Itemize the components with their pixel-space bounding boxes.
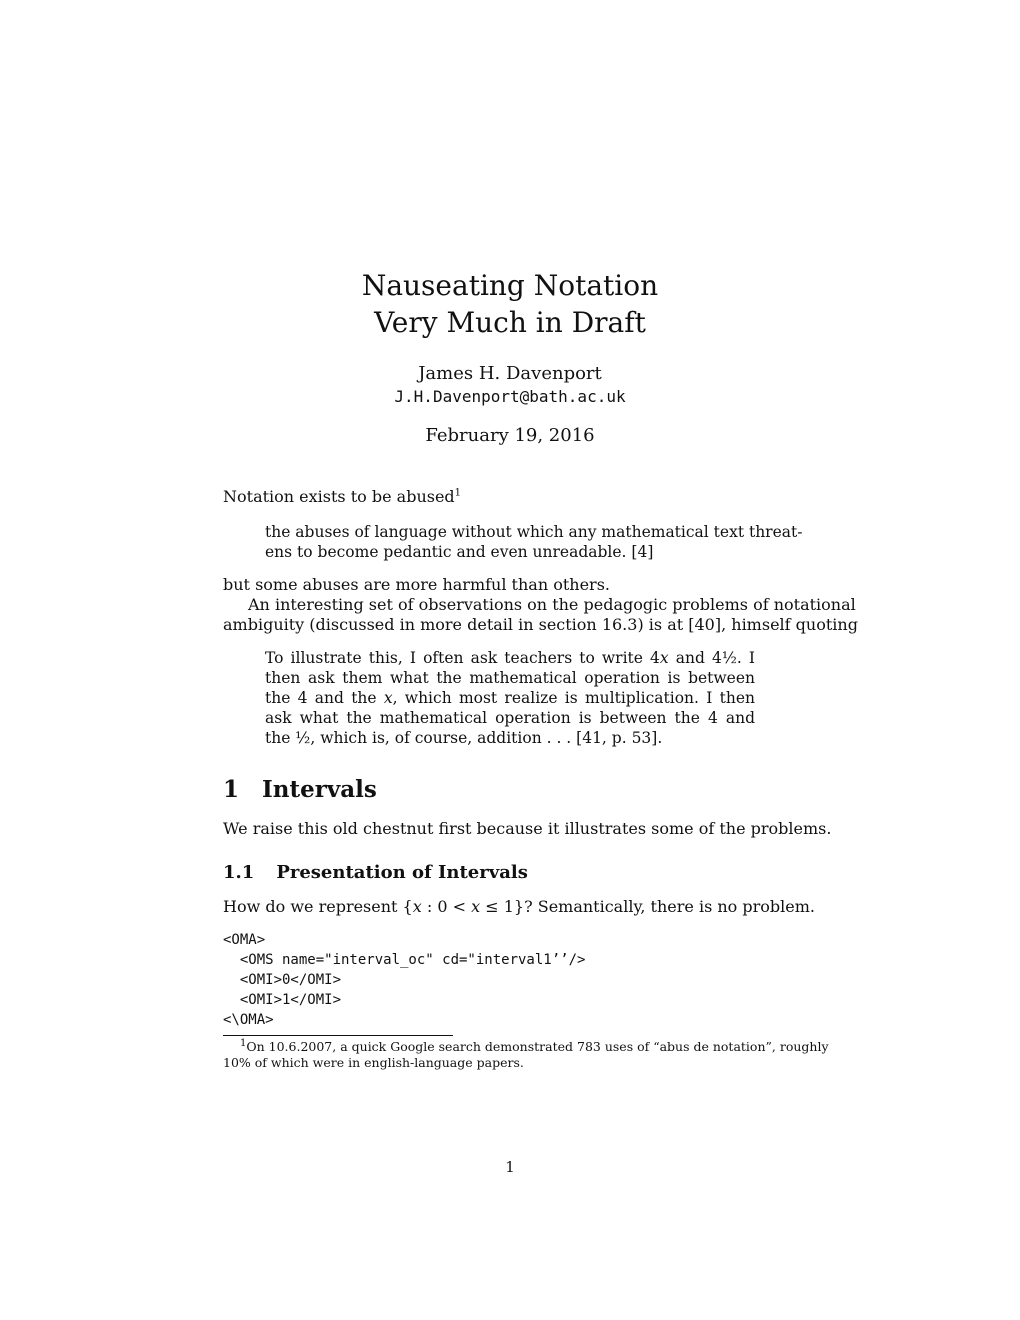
quote2-text-2: and 4½. I then ask them what the mathematical operation is between the 4 and the xyxy=(265,649,755,707)
quote2-block xyxy=(265,648,755,748)
author-email: J.H.Davenport@bath.ac.uk xyxy=(394,387,626,406)
section-text: We raise this old chestnut first because it illustrates some of the problems. xyxy=(223,819,832,838)
paragraph-line-2: ambiguity (discussed in more detail in section 16.3) is at [40], himself quoting xyxy=(223,615,858,634)
section-heading xyxy=(223,776,377,803)
subsection-heading xyxy=(223,862,528,883)
math-var-x-2: x xyxy=(471,897,481,916)
section-number: 1 xyxy=(223,776,240,803)
math-mid: : 0 < xyxy=(421,897,472,916)
footnote-text-1: On 10.6.2007, a quick Google search demonstrated 783 uses of “abus de notation”, roughly xyxy=(246,1039,829,1054)
quote2-var-x: x xyxy=(659,649,669,667)
subsection-number: 1.1 xyxy=(223,862,255,883)
quote1-line-1: the abuses of language without which any mathematical text threat- xyxy=(265,523,803,541)
subsection-title: Presentation of Intervals xyxy=(276,862,528,883)
footnote-number: 1 xyxy=(240,1037,247,1049)
footnote-line-2: 10% of which were in english-language papers. xyxy=(223,1055,524,1070)
math-var-x: x xyxy=(412,897,422,916)
document-date: February 19, 2016 xyxy=(425,425,595,446)
epigraph-lead-text: Notation exists to be abused xyxy=(223,487,455,506)
code-line: <OMI>0</OMI> xyxy=(223,972,342,988)
quote1-line-2: ens to become pedantic and even unreadable. [4] xyxy=(265,543,654,561)
code-line: <OMI>1</OMI> xyxy=(223,992,342,1008)
epigraph-lead xyxy=(223,487,461,507)
code-block xyxy=(223,930,585,1030)
after-quote1: but some abuses are more harmful than others. xyxy=(223,575,610,594)
subsection-text-1: How do we represent { xyxy=(223,897,413,916)
paragraph-line-1: An interesting set of observations on the pedagogic problems of notational xyxy=(248,595,856,614)
subsection-text-2: ≤ 1}? Semantically, there is no problem. xyxy=(480,897,815,916)
page-number: 1 xyxy=(505,1158,515,1176)
author-name: James H. Davenport xyxy=(418,363,602,384)
code-line: <OMS name="interval_oc" cd="interval1’’/> xyxy=(223,952,586,968)
code-line: <\OMA> xyxy=(223,1012,274,1028)
section-title: Intervals xyxy=(262,776,377,803)
quote2-var-x-2: x xyxy=(383,689,393,707)
subsection-text xyxy=(223,897,815,917)
title-line-2: Very Much in Draft xyxy=(374,306,646,339)
code-line: <OMA> xyxy=(223,932,266,948)
title-line-1: Nauseating Notation xyxy=(361,269,659,302)
footnote-marker[interactable]: 1 xyxy=(454,487,462,499)
footnote-rule xyxy=(223,1035,453,1036)
quote2-text-1: To illustrate this, I often ask teachers to write 4 xyxy=(265,649,660,667)
footnote-line-1 xyxy=(240,1039,829,1055)
quote2-text-3: , which most realize is multiplication. I then ask what the mathematical operation is between the 4 and the ½, which is, of course, addition . . . [41, p. 53]. xyxy=(265,689,755,747)
